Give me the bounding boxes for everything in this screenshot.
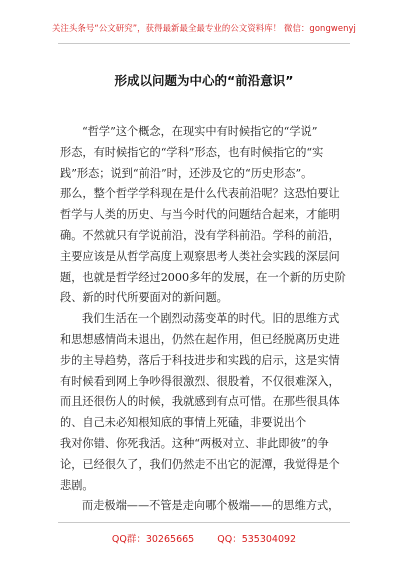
footer-qq-group: QQ群：30265665: [111, 534, 195, 545]
text-line: 而且还很伤人的时候，我就感到有点可惜。在那些很具体: [60, 395, 340, 409]
text-line: 有时候看到网上争吵得很激烈、很股着，不仅很难深入，: [60, 374, 340, 388]
paragraph-1: [60, 122, 350, 309]
text-line: 和思想感情尚未退出，仍然在起作用，但已经脱离历史进: [60, 332, 340, 346]
footer-qq-contact: QQ：535304092: [217, 534, 297, 545]
text-line: “哲学”这个概念，在现实中有时候指它的“学说”: [82, 125, 318, 138]
document-body: [60, 122, 350, 517]
text-line: 题，也就是哲学经过2000多年的发展，在一个新的历史阶: [60, 270, 346, 284]
header-divider: [58, 43, 350, 44]
text-line: 确。不然就只有学说前沿，没有学科前沿。学科的前沿，: [60, 228, 340, 242]
text-line: 步的主导趋势，落后于科技进步和实践的启示，这是实情: [60, 353, 340, 367]
text-line: 践”形态；说到“前沿”时，还涉及它的“历史形态”。: [60, 166, 313, 180]
text-line: 而走极端——不管是走向哪个极端——的思维方式，: [82, 499, 340, 513]
text-line: 悲剧。: [60, 478, 94, 492]
text-line: 的、自己未必知根知底的事情上死磕，非要说出个: [60, 416, 307, 430]
text-line: 哲学与人类的历史、与当今时代的问题结合起来，才能明: [60, 208, 340, 222]
text-line: 论，已经很久了，我们仍然走不出它的泥潭，我觉得是个: [60, 457, 340, 471]
footer-divider: [58, 522, 350, 523]
text-line: 段、新的时代所要面对的新问题。: [60, 291, 228, 305]
text-line: 那么，整个哲学学科现在是什么代表前沿呢？这恐怕要让: [60, 187, 340, 201]
document-title: 形成以问题为中心的“前沿意识”: [114, 73, 294, 88]
paragraph-2: [60, 309, 350, 496]
text-line: 我们生活在一个剧烈动荡变革的时代。旧的思维方式: [82, 312, 340, 326]
text-line: 形态，有时候指它的“学科”形态，也有时候指它的“实: [60, 145, 324, 159]
text-line: 我对你错、你死我活。这种“两极对立、非此即彼”的争: [60, 436, 329, 450]
text-line: 主要应该是从哲学高度上观察思考人类社会实践的深层问: [60, 249, 340, 263]
header-banner: 关注头条号“公文研究”，获得最新最全最专业的公文资料库！ 微信：gongwenyj: [52, 23, 356, 33]
footer: [0, 531, 408, 545]
paragraph-3: [60, 496, 350, 517]
